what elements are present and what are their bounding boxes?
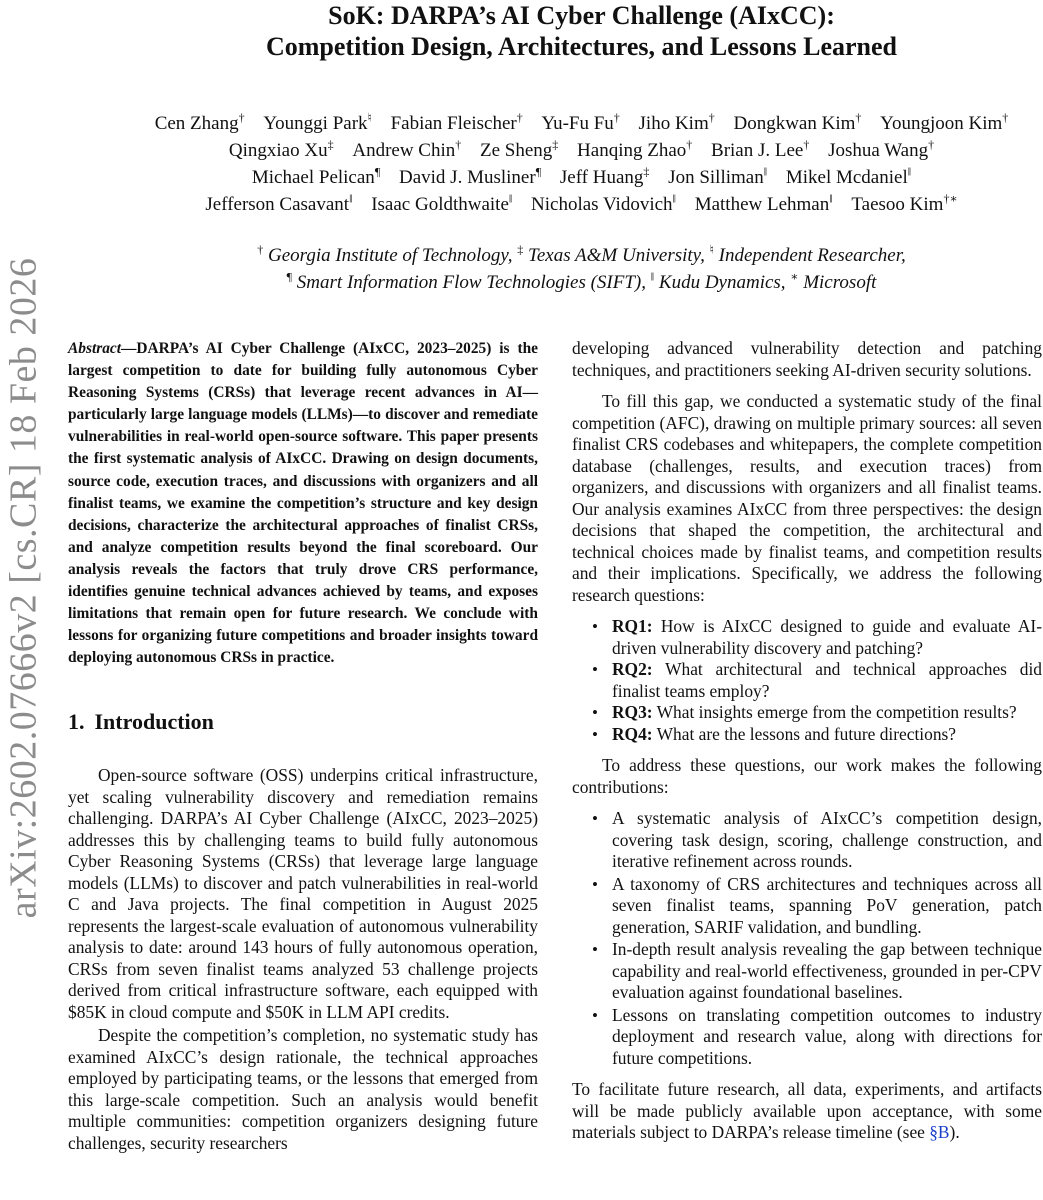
paper-title (60, 0, 1043, 62)
abstract (68, 338, 538, 669)
author-line (60, 110, 1043, 137)
list-item: • Lessons on translating competition outcomes to industry deployment and research value, along with directions for future competitions. (612, 1005, 1042, 1070)
list-item: • RQ2: What architectural and technical approaches did finalist teams employ? (612, 659, 1042, 702)
list-item: • RQ4: What are the lessons and future directions? (612, 724, 1042, 746)
section-heading-introduction: 1. Introduction (68, 709, 214, 735)
author: Qingxiao Xu‡ (228, 137, 334, 161)
research-questions (572, 616, 1042, 745)
contributions-list (572, 808, 1042, 1069)
author: Jiho Kim† (638, 110, 715, 134)
author: Matthew Lehman‖ (694, 191, 833, 215)
author-line (60, 191, 1043, 218)
author: Brian J. Lee† (711, 137, 810, 161)
abstract-text: —DARPA’s AI Cyber Challenge (AIxCC, 2023–2025) is the largest competition to date for building fully autonomous Cyber Reasoning Systems (CRSs) that leverage recent advances in AI—particularly large language models (LLMs)—to discover and remediate vulnerabilities in real-world open-source software. This paper presents the first systematic analysis of AIxCC. Drawing on design documents, source code, execution traces, and discussions with organizers and all finalist teams, we examine the competition’s structure and key design decisions, characterize the architectural approaches of finalist CRSs, and analyze competition results beyond the final scoreboard. Our analysis reveals the factors that truly drove CRS performance, identifies genuine technical advances achieved by teams, and exposes limitations that remain open for future research. We conclude with lessons for organizing future competitions and broader insights toward deploying autonomous CRSs in practice. (68, 340, 538, 667)
list-item: • A systematic analysis of AIxCC’s competition design, covering task design, scoring, challenge construction, and iterative refinement across rounds. (612, 808, 1042, 873)
list-item: • RQ1: How is AIxCC designed to guide and evaluate AI-driven vulnerability discovery and patching? (612, 616, 1042, 659)
author: Michael Pelican¶ (251, 164, 381, 188)
author: David J. Musliner¶ (399, 164, 542, 188)
list-item: • A taxonomy of CRS architectures and techniques across all seven finalist teams, spanning PoV generation, patch generation, SARIF validation, and bundling. (612, 874, 1042, 939)
author: Jeff Huang‡ (559, 164, 650, 188)
abstract-lead: Abstract (68, 340, 122, 357)
author: Jon Silliman‖ (668, 164, 768, 188)
left-column (68, 338, 538, 1154)
author: Taesoo Kim†∗ (851, 191, 958, 215)
right-column (572, 338, 1042, 1144)
author: Mikel Mcdaniel‖ (785, 164, 912, 188)
author: Fabian Fleischer† (390, 110, 523, 134)
author: Dongkwan Kim† (733, 110, 862, 134)
author: Yu-Fu Fu† (541, 110, 620, 134)
intro-paragraph-4: To address these questions, our work makes the following contributions: (572, 755, 1042, 797)
author: Jefferson Casavant‖ (205, 191, 353, 215)
author-list (60, 110, 1043, 218)
author: Cen Zhang† (154, 110, 245, 134)
author: Andrew Chin† (352, 137, 462, 161)
title-line-2: Competition Design, Architectures, and Lessons Learned (266, 32, 897, 61)
author: Younggi Park♮ (263, 110, 372, 134)
author: Youngjoon Kim† (880, 110, 1009, 134)
intro-paragraph-3: To fill this gap, we conducted a systematic study of the final competition (AFC), drawing on multiple primary sources: all seven finalist CRS codebases and whitepapers, the complete competition database (challenges, results, and execution traces) from organizers, and discussions with organizers and all finalist teams. Our analysis examines AIxCC from three perspectives: the design decisions that shaped the competition, the architectural and technical choices made by finalist teams, and competition results and their implications. Specifically, we address the following research questions: (572, 391, 1042, 605)
appendix-b-link[interactable]: §B (929, 1122, 950, 1142)
author: Ze Sheng‡ (480, 137, 559, 161)
author: Isaac Goldthwaite‖ (371, 191, 513, 215)
author: Hanqing Zhao† (577, 137, 693, 161)
author-line (60, 164, 1043, 191)
affiliations (60, 242, 1043, 296)
author-line (60, 137, 1043, 164)
intro-paragraph-2-continued: developing advanced vulnerability detection and patching techniques, and practitioners seeking AI-driven security solutions. (572, 338, 1042, 380)
affiliation-line: ¶ Smart Information Flow Technologies (SIFT), ‖ Kudu Dynamics, ∗ Microsoft (286, 269, 877, 293)
title-line-1: SoK: DARPA’s AI Cyber Challenge (AIxCC): (328, 1, 835, 30)
intro-paragraph-1: Open-source software (OSS) underpins critical infrastructure, yet scaling vulnerability discovery and remediation remains challenging. DARPA’s AI Cyber Challenge (AIxCC, 2023–2025) addresses this by challenging teams to build fully autonomous Cyber Reasoning Systems (CRSs) that leverage large language models (LLMs) to discover and patch vulnerabilities in real-world C and Java projects. The final competition in August 2025 represents the largest-scale evaluation of autonomous vulnerability analysis to date: around 143 hours of fully autonomous operation, CRSs from seven finalist teams analyzed 53 challenge projects derived from critical infrastructure software, each equipped with $85K in cloud compute and $50K in LLM API credits. (68, 765, 538, 1022)
intro-paragraph-2: Despite the competition’s completion, no systematic study has examined AIxCC’s design rationale, the technical approaches employed by participating teams, or the lessons that emerged from this large-scale competition. Such an analysis would benefit multiple communities: competition organizers designing future challenges, security researchers (68, 1025, 538, 1153)
list-item: • In-depth result analysis revealing the gap between technique capability and real-world effectiveness, grounded in per-CPV evaluation against foundational baselines. (612, 939, 1042, 1004)
arxiv-identifier: arXiv:2602.07666v2 [cs.CR] 18 Feb 2026 (2, 257, 45, 919)
intro-paragraph-5: To facilitate future research, all data, experiments, and artifacts will be made publicly available upon acceptance, with some materials subject to DARPA’s release timeline (see §B). (572, 1079, 1042, 1142)
author: Nicholas Vidovich‖ (531, 191, 676, 215)
list-item: • RQ3: What insights emerge from the competition results? (612, 702, 1042, 724)
affiliation-line: † Georgia Institute of Technology, ‡ Texas A&M University, ♮ Independent Researcher, (257, 242, 906, 266)
author: Joshua Wang† (828, 137, 935, 161)
